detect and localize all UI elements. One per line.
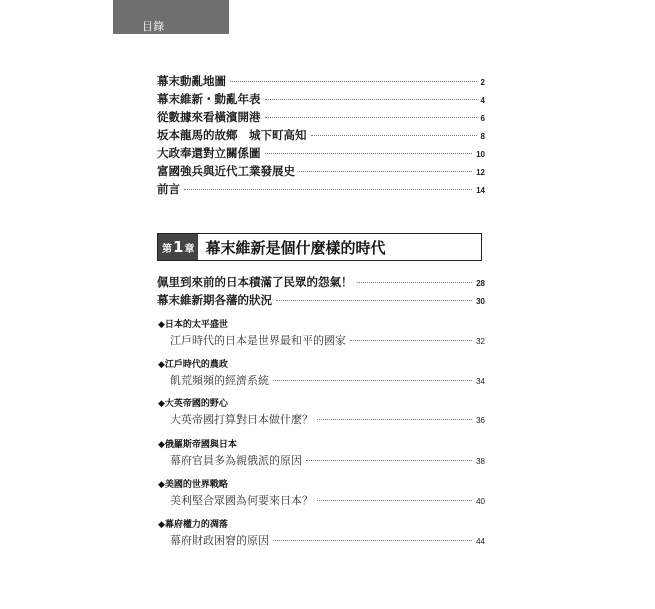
toc-entry-page: 34 [476, 377, 485, 386]
toc-entry-section[interactable] [170, 372, 485, 388]
toc-entry-section[interactable] [170, 452, 485, 468]
toc-entry-page: 8 [480, 132, 485, 141]
toc-entry-title: 江戶時代的日本是世界最和平的國家 [170, 334, 346, 347]
toc-entry-title: 富國強兵與近代工業發展史 [157, 164, 295, 178]
contents-header-tab: 目錄 CONTENTS [113, 0, 229, 34]
toc-entry-chapter[interactable] [157, 292, 485, 308]
toc-entry-section[interactable] [170, 411, 485, 427]
leader-dots [273, 540, 472, 541]
leader-dots [306, 460, 472, 461]
leader-dots [317, 500, 472, 501]
toc-entry-page: 6 [480, 114, 485, 123]
toc-entry-page: 28 [476, 279, 485, 288]
toc-entry-page: 2 [480, 78, 485, 87]
toc-entry-title: 美利堅合眾國為何要來日本？ [170, 494, 313, 507]
leader-dots [311, 135, 477, 136]
leader-dots [230, 81, 477, 82]
leader-dots [276, 300, 472, 301]
chapter-number: 1 [173, 238, 184, 256]
section-heading: ◆美國的世界戰略 [158, 480, 228, 490]
toc-entry-page: 32 [476, 337, 485, 346]
chapter-suffix: 章 [184, 243, 195, 255]
section-heading: ◆大英帝國的野心 [158, 399, 228, 409]
toc-entry-chapter[interactable] [157, 274, 485, 290]
leader-dots [265, 99, 477, 100]
toc-entry-page: 10 [476, 150, 485, 159]
toc-entry-title: 坂本龍馬的故鄉 城下町高知 [157, 128, 307, 142]
toc-entry-section[interactable] [170, 492, 485, 508]
leader-dots [357, 282, 473, 283]
toc-entry-title: 從數據來看橫濱開港 [157, 110, 261, 124]
toc-entry-title: 前言 [157, 182, 180, 196]
toc-entry-page: 14 [476, 186, 485, 195]
chapter-number-label [158, 234, 198, 260]
toc-entry-section[interactable] [170, 532, 485, 548]
leader-dots [299, 171, 472, 172]
toc-entry-title: 佩里到來前的日本積滿了民眾的怨氣！ [157, 275, 353, 289]
toc-entry-intro[interactable] [157, 109, 485, 125]
leader-dots [265, 117, 477, 118]
toc-entry-page: 38 [476, 457, 485, 466]
leader-dots [317, 419, 472, 420]
leader-dots [184, 189, 472, 190]
toc-entry-page: 44 [476, 537, 485, 546]
toc-entry-section[interactable] [170, 332, 485, 348]
chapter-prefix: 第 [162, 243, 172, 255]
toc-entry-intro[interactable] [157, 181, 485, 197]
leader-dots [273, 380, 472, 381]
toc-entry-title: 大英帝國打算對日本做什麼？ [170, 413, 313, 426]
toc-entry-title: 幕末維新・動亂年表 [157, 92, 261, 106]
toc-entry-page: 4 [480, 96, 485, 105]
toc-entry-intro[interactable] [157, 73, 485, 89]
section-heading: ◆江戶時代的農政 [158, 360, 228, 370]
toc-entry-title: 幕末維新期各藩的狀況 [157, 293, 272, 307]
section-heading: ◆日本的太平盛世 [158, 320, 228, 330]
toc-entry-page: 36 [476, 416, 485, 425]
toc-entry-title: 幕府官員多為親俄派的原因 [170, 454, 302, 467]
section-heading: ◆幕府權力的凋落 [158, 520, 228, 530]
leader-dots [350, 340, 472, 341]
leader-dots [265, 153, 473, 154]
chapter-title: 幕末維新是個什麼樣的時代 [205, 238, 386, 257]
toc-entry-intro[interactable] [157, 127, 485, 143]
toc-entry-title: 幕府財政困窘的原因 [170, 534, 269, 547]
toc-entry-page: 30 [476, 297, 485, 306]
toc-entry-title: 飢荒頻頻的經濟系統 [170, 374, 269, 387]
toc-entry-title: 大政奉還對立關係圖 [157, 146, 261, 160]
toc-entry-page: 40 [476, 497, 485, 506]
toc-entry-intro[interactable] [157, 91, 485, 107]
toc-entry-intro[interactable] [157, 163, 485, 179]
toc-entry-intro[interactable] [157, 145, 485, 161]
toc-entry-title: 幕末動亂地圖 [157, 74, 226, 88]
section-heading: ◆俄羅斯帝國與日本 [158, 440, 237, 450]
toc-entry-page: 12 [476, 168, 485, 177]
chapter-heading[interactable] [157, 233, 482, 261]
